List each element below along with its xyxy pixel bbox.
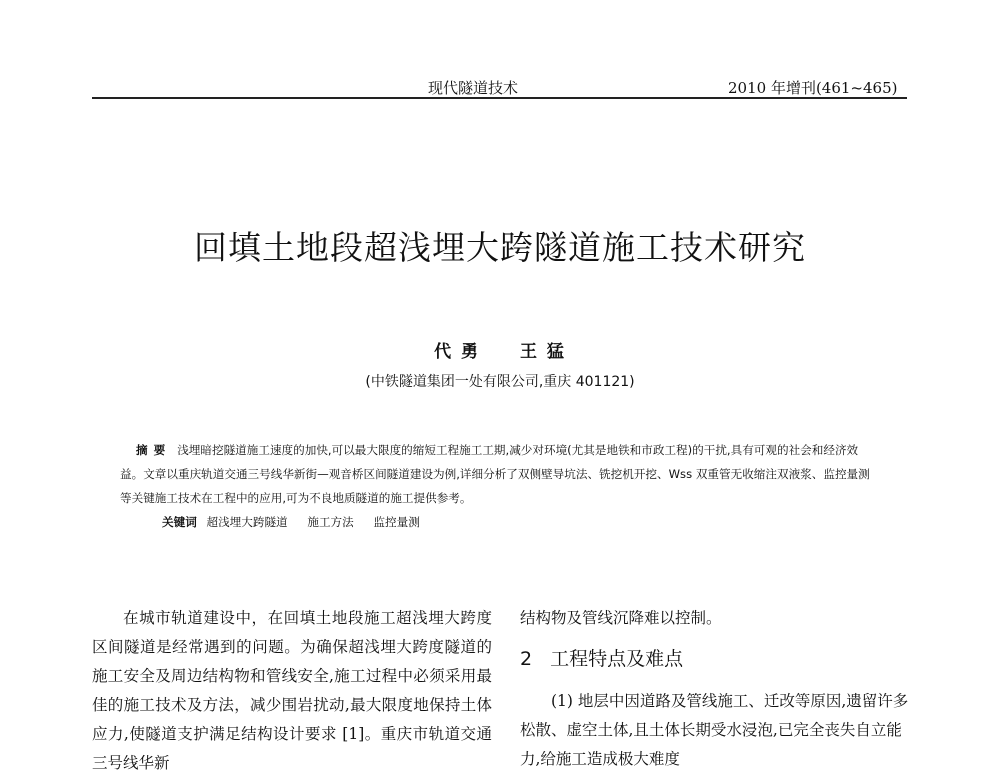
abstract-label: 摘要: [136, 443, 172, 457]
abstract-block: [120, 438, 880, 534]
author-name: 王 猛: [519, 342, 566, 362]
affiliation: (中铁隧道集团一处有限公司,重庆 401121): [365, 374, 635, 390]
section-paragraph: (1) 地层中因道路及管线施工、迁改等原因,遗留许多松散、虚空土体,且土体长期受水浸泡,已完全丧失自立能力,给施工造成极大难度: [520, 692, 909, 768]
author-list: [0, 337, 1000, 362]
running-header-issue: 2010 年增刊(461~465): [728, 79, 898, 97]
continued-paragraph: 结构物及管线沉降难以控制。: [520, 609, 722, 627]
intro-paragraph: 在城市轨道建设中，在回填土地段施工超浅埋大跨度区间隧道是经常遇到的问题。为确保超浅埋大跨度隧道的施工安全及周边结构物和管线安全,施工过程中必须采用最佳的施工技术及方法，减少围岩扰动,最大限度地保持土体应力,使隧道支护满足结构设计要求 [1]。重庆市轨道交通三号线华新: [92, 609, 492, 772]
running-header-journal: 现代隧道技术: [428, 79, 519, 97]
abstract-paragraph: [120, 438, 880, 510]
keyword: 监控量测: [373, 515, 420, 529]
abstract-text: 浅埋暗挖隧道施工速度的加快,可以最大限度的缩短工程施工工期,减少对环境(尤其是地铁和市政工程)的干扰,具有可观的社会和经济效益。文章以重庆轨道交通三号线华新街—观音桥区间隧道建设为例,详细分析了双侧壁导坑法、铣挖机开挖、Wss 双重管无收缩注双液浆、监控量测等关键施工技术在工程中的应用,可为不良地质隧道的施工提供参考。: [120, 443, 870, 505]
body-column-left: [92, 604, 492, 778]
keyword: 施工方法: [307, 515, 354, 529]
keywords-label: 关键词: [162, 515, 197, 529]
author-name: 代 勇: [434, 342, 481, 362]
section-title: 工程特点及难点: [550, 648, 684, 670]
section-heading: [520, 645, 910, 674]
section-number: 2: [520, 648, 533, 670]
header-rule: [92, 97, 907, 99]
keywords-line: [162, 510, 880, 534]
keyword: 超浅埋大跨隧道: [206, 515, 288, 529]
paper-title: 回填土地段超浅埋大跨隧道施工技术研究: [194, 228, 806, 267]
body-column-right: [520, 604, 910, 774]
